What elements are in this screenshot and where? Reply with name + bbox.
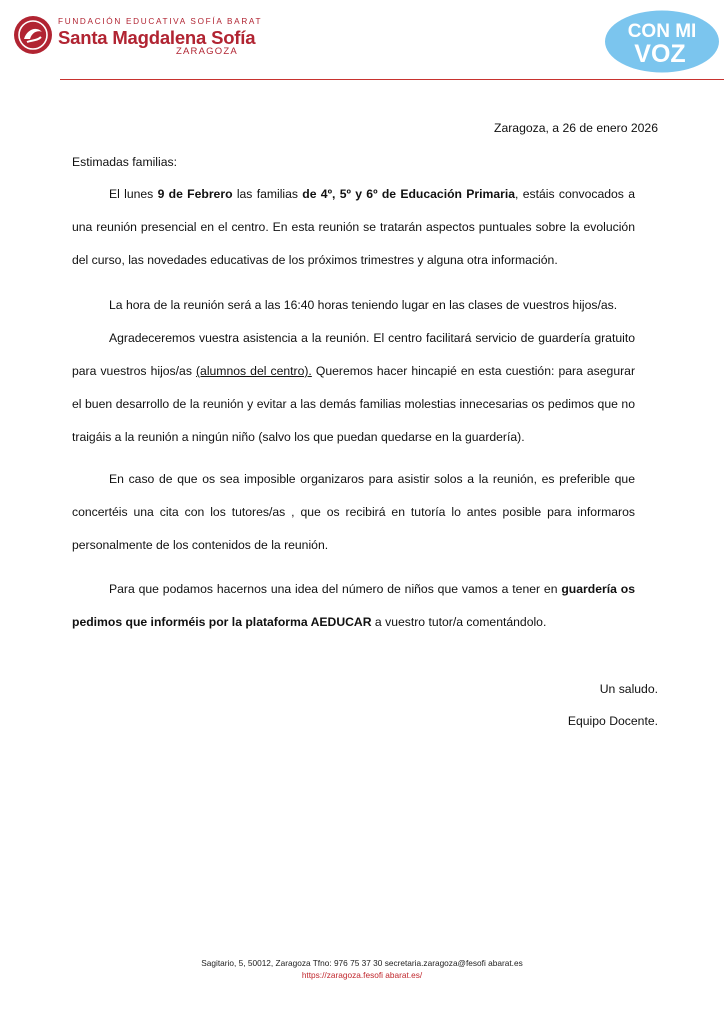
letter-signature: Equipo Docente. bbox=[567, 714, 658, 728]
letter-greeting: Estimadas familias: bbox=[72, 155, 177, 169]
p3-underlined: (alumnos del centro). bbox=[195, 364, 312, 378]
voice-logo-line2: VOZ bbox=[634, 40, 686, 68]
p1-text-a: El lunes bbox=[109, 187, 158, 201]
school-logo-icon bbox=[13, 15, 53, 55]
p5-text-c: a vuestro tutor/a comentándolo. bbox=[371, 615, 547, 629]
header-divider bbox=[60, 79, 724, 80]
p1-date-bold: 9 de Febrero bbox=[157, 187, 233, 201]
footer-address: Sagitario, 5, 50012, Zaragoza Tfno: 976 75 37 30 secretaria.zaragoza@fesofi abarat.es bbox=[201, 958, 523, 968]
p5-text-a: Para que podamos hacernos una idea del número de niños que vamos a tener en bbox=[109, 582, 562, 596]
letter-date: Zaragoza, a 26 de enero 2026 bbox=[494, 121, 658, 135]
p1-text-c: las familias bbox=[232, 187, 303, 201]
paragraph-aeducar bbox=[72, 573, 635, 639]
paragraph-tutor-appointment: En caso de que os sea imposible organizaros para asistir solos a la reunión, es preferible que concertéis una cita con los tutores/as , que os recibirá en tutoría lo antes posible para informaros personalmente de los contenidos de la reunión. bbox=[72, 472, 635, 552]
p3-text-c: Queremos hacer hincapié en esta cuestión: para asegurar el buen desarrollo de la reunión y evitar a las demás familias molestias innecesarias os pedimos que no traigáis a la reunión a ningún niño (salvo los que puedan quedarse en la guardería). bbox=[72, 364, 635, 444]
footer-website-link[interactable]: https://zaragoza.fesofi abarat.es/ bbox=[301, 970, 423, 980]
voice-logo-line1: CON MI bbox=[627, 21, 697, 42]
school-brand bbox=[58, 17, 263, 57]
con-mi-voz-logo bbox=[604, 10, 720, 73]
p3-text-a: Agradeceremos vuestra asistencia a la reunión. El centro facilitará servicio de guardería gratuito para vuestros hijos/as bbox=[72, 331, 635, 378]
brand-city: ZARAGOZA bbox=[176, 46, 238, 57]
p1-text-e: , estáis convocados a una reunión presencial en el centro. En esta reunión se tratarán aspectos puntuales sobre la evolución del curso, las novedades educativas de los próximos trimestres y alguna otra información. bbox=[72, 187, 635, 267]
letter-closing: Un saludo. bbox=[599, 682, 658, 696]
paragraph-meeting-time: La hora de la reunión será a las 16:40 horas teniendo lugar en las clases de vuestros hijos/as. bbox=[109, 298, 618, 312]
p5-bold: guardería os pedimos que informéis por la plataforma AEDUCAR bbox=[72, 582, 635, 629]
p1-grades-bold: de 4º, 5º y 6º de Educación Primaria bbox=[302, 187, 516, 201]
paragraph-meeting-announcement bbox=[72, 178, 635, 277]
brand-school-name: Santa Magdalena Sofía bbox=[58, 27, 256, 48]
brand-foundation-name: FUNDACIÓN EDUCATIVA SOFÍA BARAT bbox=[58, 17, 263, 26]
paragraph-childcare bbox=[72, 322, 635, 454]
